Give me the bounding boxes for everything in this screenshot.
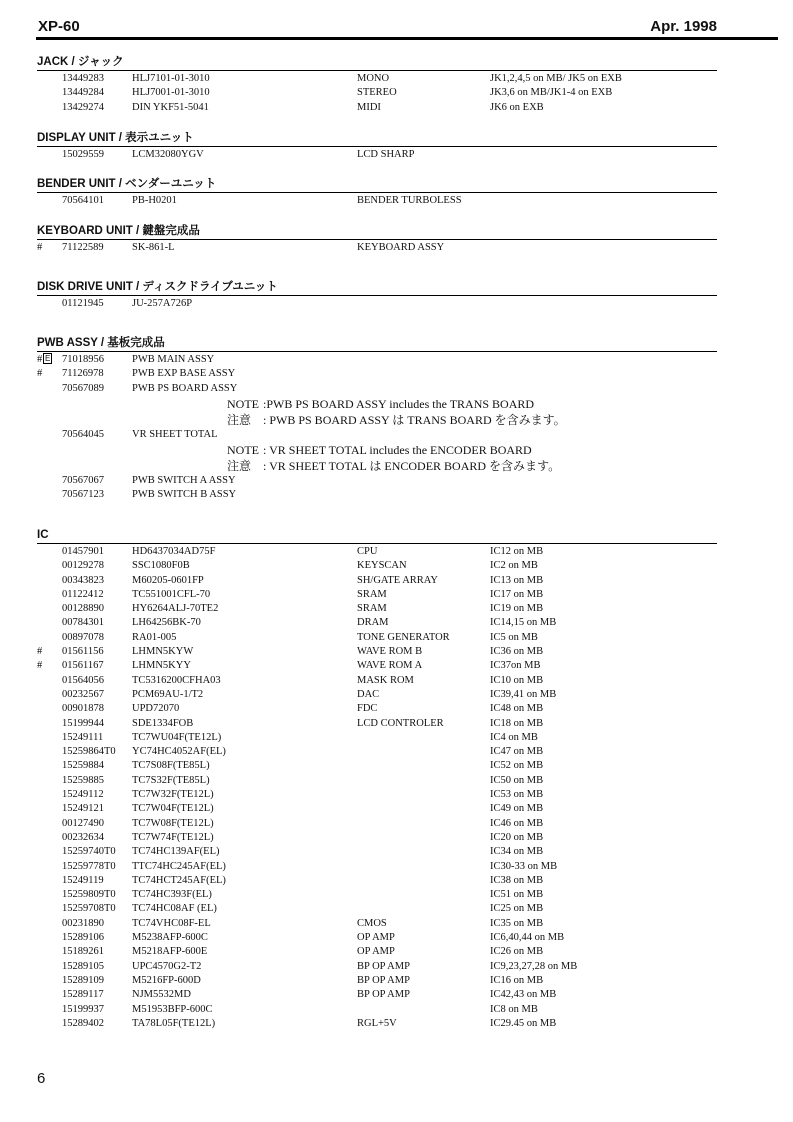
part-code: 15199944 [62,717,104,729]
part-number: UPC4570G2-T2 [132,960,202,972]
part-reference: IC19 on MB [490,603,544,615]
part-row [37,1003,717,1017]
part-number: PWB SWITCH B ASSY [132,489,237,501]
part-row [37,488,717,502]
section [37,279,717,311]
part-reference: IC25 on MB [490,903,544,915]
part-reference: IC10 on MB [490,674,544,686]
part-number: TTC74HC245AF(EL) [132,860,226,872]
part-number: TC5316200CFHA03 [132,674,221,686]
part-number: TC7S08F(TE85L) [132,760,210,772]
part-number: HD6437034AD75F [132,546,216,557]
part-description: DAC [357,688,380,700]
part-description: BP OP AMP [357,960,410,972]
part-number: TC74HCT245AF(EL) [132,874,226,886]
part-code: 00129278 [62,560,104,572]
part-number: DIN YKF51-5041 [132,101,209,113]
note-label: NOTE [227,396,259,411]
part-reference: IC6,40,44 on MB [490,932,565,944]
section [37,130,717,162]
part-number: HLJ7101-01-3010 [132,73,210,84]
part-code: 15289402 [62,1017,104,1029]
part-row [37,974,717,988]
part-row [37,241,717,255]
part-description: LCD SHARP [357,149,415,160]
note-row [37,442,717,458]
part-reference: IC52 on MB [490,760,544,772]
note-label: NOTE [227,443,259,458]
part-row [37,960,717,974]
section [37,223,717,255]
section-rule [37,295,717,296]
part-code: 15289117 [62,989,104,1001]
part-row [37,759,717,773]
part-code: 01122412 [62,588,104,600]
section-title: PWB ASSY / 基板完成品 [37,337,165,349]
part-number: LH64256BK-70 [132,617,201,629]
part-description: SH/GATE ARRAY [357,574,439,586]
part-number: TA78L05F(TE12L) [132,1017,216,1029]
part-code: 71018956 [62,354,104,365]
part-row [37,688,717,702]
part-number: SSC1080F0B [132,560,190,572]
part-description: OP AMP [357,946,395,958]
part-number: PWB SWITCH A ASSY [132,475,236,487]
part-row [37,902,717,916]
part-description: CPU [357,546,378,557]
part-reference: IC34 on MB [490,846,544,858]
part-code: 15289105 [62,960,104,972]
part-code: 15029559 [62,149,104,160]
part-description: WAVE ROM B [357,646,423,658]
part-reference: IC17 on MB [490,588,544,600]
part-code: 13429274 [62,101,104,113]
part-reference: IC36 on MB [490,646,544,658]
part-code: 15259864T0 [62,746,116,758]
part-code: 71126978 [62,368,104,380]
section [37,176,717,208]
part-row [37,382,717,396]
part-row [37,86,717,100]
part-description: MIDI [357,101,381,113]
part-reference: IC53 on MB [490,789,544,801]
part-number: VR SHEET TOTAL [132,428,218,440]
part-number: SK-861-L [132,242,175,253]
part-number: PWB EXP BASE ASSY [132,368,236,380]
part-description: MASK ROM [357,674,414,686]
part-number: TC74HC139AF(EL) [132,846,220,858]
part-code: 15189261 [62,946,104,958]
part-number: TC7WU04F(TE12L) [132,731,222,743]
part-number: JU-257A726P [132,298,193,309]
part-code: 00231890 [62,917,104,929]
part-code: 00128890 [62,603,104,615]
part-row [37,101,717,115]
part-description: OP AMP [357,932,395,944]
part-code: 70567123 [62,489,104,501]
part-reference: IC46 on MB [490,817,544,829]
part-row [37,774,717,788]
part-reference: IC38 on MB [490,874,544,886]
section-title: JACK / ジャック [37,56,124,68]
page-number: 6 [37,1070,46,1087]
part-row [37,988,717,1002]
part-row [37,602,717,616]
part-reference: JK6 on EXB [490,101,544,113]
part-code: 01121945 [62,298,104,309]
part-number: LHMN5KYY [132,660,191,672]
part-number: SDE1334FOB [132,717,194,729]
part-row [37,428,717,442]
revision-date: Apr. 1998 [650,18,717,35]
part-row [37,353,717,367]
part-row [37,945,717,959]
part-code: 00232567 [62,688,104,700]
part-reference: JK1,2,4,5 on MB/ JK5 on EXB [490,73,622,84]
part-reference: IC12 on MB [490,546,544,557]
part-code: 01561156 [62,646,104,658]
part-number: TC74VHC08F-EL [132,917,211,929]
note-row [37,412,717,428]
section-rule [37,351,717,352]
part-reference: IC35 on MB [490,917,544,929]
part-row [37,874,717,888]
note-label: 注意 [227,459,252,474]
part-row [37,574,717,588]
part-code: 15199937 [62,1003,104,1015]
part-description: STEREO [357,87,397,99]
part-code: 00127490 [62,817,104,829]
part-number: RA01-005 [132,631,177,643]
part-number: TC7S32F(TE85L) [132,774,210,786]
section-title: IC [37,529,49,541]
part-row [37,702,717,716]
part-number: HY6264ALJ-70TE2 [132,603,219,615]
part-row [37,297,717,311]
part-number: YC74HC4052AF(EL) [132,746,226,758]
part-row [37,72,717,86]
part-description: DRAM [357,617,389,629]
part-code: 15289109 [62,974,104,986]
part-number: TC7W08F(TE12L) [132,817,214,829]
part-number: M5216FP-600D [132,974,201,986]
part-reference: IC50 on MB [490,774,544,786]
part-number: PWB MAIN ASSY [132,354,215,365]
part-reference: IC30-33 on MB [490,860,558,872]
part-reference: IC9,23,27,28 on MB [490,960,578,972]
part-row [37,817,717,831]
part-description: TONE GENERATOR [357,631,450,643]
part-reference: IC8 on MB [490,1003,538,1015]
part-code: 00784301 [62,617,104,629]
section-rule [37,192,717,193]
section [37,335,717,503]
part-description: WAVE ROM A [357,660,423,672]
part-number: PCM69AU-1/T2 [132,688,204,700]
part-number: M5218AFP-600E [132,946,208,958]
part-reference: IC18 on MB [490,717,544,729]
part-reference: IC42,43 on MB [490,989,557,1001]
part-reference: IC29.45 on MB [490,1017,557,1029]
part-code: 15259740T0 [62,846,116,858]
section-rule [37,543,717,544]
part-description: RGL+5V [357,1017,397,1029]
section-rule [37,146,717,147]
mark: # [37,646,43,658]
note-text: : PWB PS BOARD ASSY は TRANS BOARD を含みます。 [263,412,566,427]
part-code: 13449284 [62,87,104,99]
part-row [37,631,717,645]
part-code: 70567067 [62,475,104,487]
part-reference: IC5 on MB [490,631,538,643]
part-number: TC74HC393F(EL) [132,889,212,901]
part-code: 15249111 [62,731,104,743]
part-code: 70567089 [62,382,104,394]
part-code: 71122589 [62,242,104,253]
part-row [37,1017,717,1031]
note-row [37,458,717,474]
part-number: TC7W04F(TE12L) [132,803,214,815]
part-number: LHMN5KYW [132,646,194,658]
part-number: M51953BFP-600C [132,1003,213,1015]
section-rule [37,70,717,71]
part-code: 15259885 [62,774,104,786]
e-mark-badge: E [45,354,51,363]
part-code: 00901878 [62,703,104,715]
model-name: XP-60 [38,18,80,35]
part-code: 15249119 [62,874,104,886]
part-number: TC7W74F(TE12L) [132,831,214,843]
part-row [37,367,717,381]
part-row [37,917,717,931]
part-row [37,559,717,573]
part-code: 15259884 [62,760,104,772]
part-number: M60205-0601FP [132,574,204,586]
part-code: 15259708T0 [62,903,116,915]
part-row [37,731,717,745]
part-number: M5238AFP-600C [132,932,208,944]
section [37,527,717,1031]
part-reference: IC37on MB [490,660,541,672]
part-row [37,845,717,859]
part-code: 00232634 [62,831,104,843]
part-row [37,645,717,659]
part-row [37,674,717,688]
part-reference: IC47 on MB [490,746,544,758]
part-row [37,616,717,630]
part-code: 15259809T0 [62,889,116,901]
part-reference: IC48 on MB [490,703,544,715]
part-number: TC74HC08AF (EL) [132,903,217,915]
section [37,54,717,115]
section-title: DISK DRIVE UNIT / ディスクドライブユニット [37,281,278,293]
part-description: KEYSCAN [357,560,407,572]
part-reference: IC51 on MB [490,889,544,901]
part-code: 15249121 [62,803,104,815]
part-row [37,860,717,874]
part-reference: IC16 on MB [490,974,544,986]
part-code: 00343823 [62,574,104,586]
section-title: BENDER UNIT / ベンダーユニット [37,178,217,190]
part-row [37,659,717,673]
note-text: : VR SHEET TOTAL は ENCODER BOARD を含みます。 [263,459,561,474]
mark: # [37,242,43,253]
note-text: :PWB PS BOARD ASSY includes the TRANS BOARD [263,396,535,411]
part-number: UPD72070 [132,703,180,715]
mark: # [37,368,43,380]
part-row [37,717,717,731]
part-reference: IC20 on MB [490,831,544,843]
part-number: NJM5532MD [132,989,191,1001]
part-code: 00897078 [62,631,104,643]
part-code: 13449283 [62,73,104,84]
header-rule [36,37,778,40]
part-code: 15289106 [62,932,104,944]
note-row [37,396,717,412]
part-row [37,788,717,802]
part-description: KEYBOARD ASSY [357,242,445,253]
part-code: 15249112 [62,789,104,801]
part-code: 01561167 [62,660,104,672]
part-row [37,888,717,902]
part-description: MONO [357,73,390,84]
part-reference: IC26 on MB [490,946,544,958]
part-code: 01457901 [62,546,104,557]
part-row [37,802,717,816]
section-rule [37,239,717,240]
part-row [37,545,717,559]
part-number: PWB PS BOARD ASSY [132,382,238,394]
part-row [37,194,717,208]
part-description: SRAM [357,603,387,615]
part-number: HLJ7001-01-3010 [132,87,210,99]
part-reference: IC49 on MB [490,803,544,815]
part-row [37,588,717,602]
part-row [37,474,717,488]
part-reference: IC2 on MB [490,560,538,572]
part-row [37,831,717,845]
note-text: : VR SHEET TOTAL includes the ENCODER BOARD [263,443,532,458]
part-row [37,931,717,945]
part-description: FDC [357,703,378,715]
part-reference: JK3,6 on MB/JK1-4 on EXB [490,87,613,99]
part-reference: IC4 on MB [490,731,538,743]
part-number: TC7W32F(TE12L) [132,789,214,801]
part-reference: IC13 on MB [490,574,544,586]
part-row [37,745,717,759]
part-code: 70564045 [62,428,104,440]
part-code: 01564056 [62,674,104,686]
part-reference: IC39,41 on MB [490,688,557,700]
section-title: KEYBOARD UNIT / 鍵盤完成品 [37,225,200,237]
part-description: SRAM [357,588,387,600]
part-description: BP OP AMP [357,989,410,1001]
section-title: DISPLAY UNIT / 表示ユニット [37,132,194,144]
part-description: BENDER TURBOLESS [357,195,462,206]
part-number: TC551001CFL-70 [132,588,211,600]
part-description: LCD CONTROLER [357,717,444,729]
note-label: 注意 [227,412,252,427]
part-reference: IC14,15 on MB [490,617,557,629]
part-number: LCM32080YGV [132,149,204,160]
mark: # [37,354,43,365]
part-code: 15259778T0 [62,860,116,872]
part-description: BP OP AMP [357,974,410,986]
part-number: PB-H0201 [132,195,177,206]
part-code: 70564101 [62,195,104,206]
part-description: CMOS [357,917,387,929]
mark: # [37,660,43,672]
part-row [37,148,717,162]
